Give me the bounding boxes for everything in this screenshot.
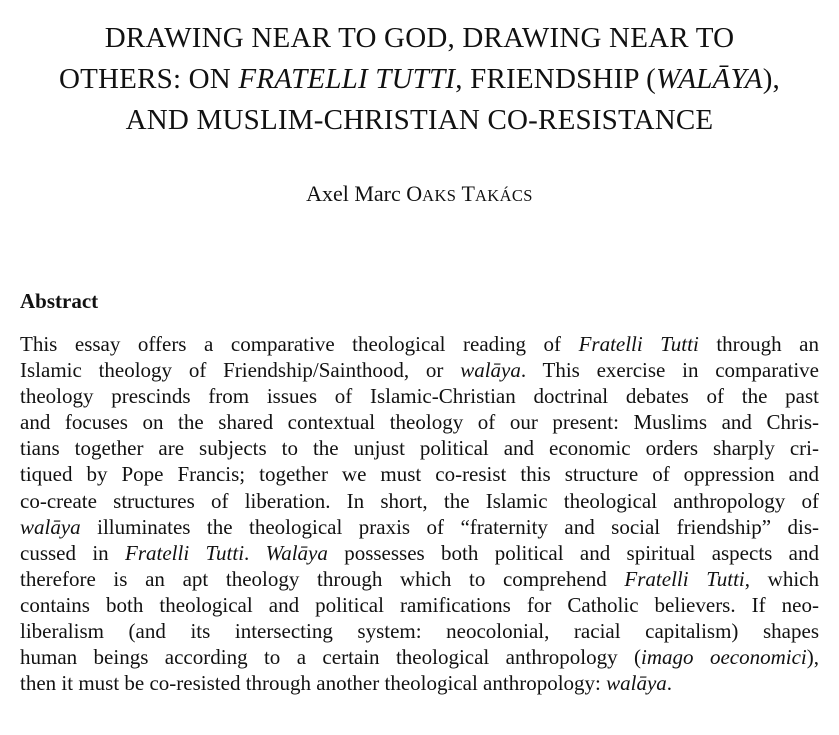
title-line-2: [0, 59, 839, 100]
abstract-line: [20, 383, 819, 409]
small-cap-rest: AKÁCS: [474, 186, 533, 205]
author-given-name: Axel Marc: [306, 181, 407, 206]
paper-title: [0, 18, 839, 141]
abstract-text: . This exercise in comparative: [520, 358, 820, 383]
abstract-line: [20, 540, 819, 566]
abstract-text: theology prescinds from issues of Islamic-Christian doctrinal debates of the past: [20, 384, 819, 409]
title-line-3: AND MUSLIM-CHRISTIAN CO-RESISTANCE: [125, 104, 714, 136]
title-italic-text: WALĀYA: [655, 63, 763, 95]
abstract-text: illuminates the theological praxis of “fraternity and social friendship” dis-: [80, 514, 819, 539]
abstract-text: .: [666, 671, 673, 696]
abstract-text: ),: [806, 645, 819, 670]
abstract-line: [20, 592, 819, 618]
title-text: OTHERS: ON: [58, 63, 239, 95]
abstract-italic-text: imago oeconomici: [641, 645, 807, 670]
abstract-line: [20, 409, 819, 435]
abstract-text: human beings according to a certain theological anthropology (: [20, 645, 642, 670]
abstract-text: then it must be co-resisted through another theological anthropology:: [20, 671, 607, 696]
abstract-text: Islamic theology of Friendship/Sainthood, or: [20, 358, 461, 383]
abstract-text: therefore is an apt theology through which to comprehend: [20, 566, 625, 591]
abstract-text: , which: [744, 566, 819, 591]
abstract-italic-text: Fratelli Tutti: [624, 566, 745, 591]
abstract-text: possesses both political and spiritual aspects and: [327, 540, 819, 565]
abstract-text: This essay offers a comparative theological reading of: [20, 332, 579, 356]
abstract-text: liberalism (and its intersecting system: neocolonial, racial capitalism) shapes: [20, 619, 819, 644]
abstract-italic-text: walāya: [460, 358, 521, 383]
abstract-line: [20, 670, 819, 696]
author-name: [0, 180, 839, 210]
abstract-line: [20, 357, 819, 383]
small-cap-initial: T: [461, 181, 475, 206]
title-text: ),: [762, 63, 781, 95]
abstract-line: [20, 331, 819, 357]
abstract-text: co-create structures of liberation. In short, the Islamic theological anthropology of: [20, 488, 819, 513]
abstract-italic-text: Fratelli Tutti: [578, 332, 699, 356]
abstract-body: [20, 331, 819, 696]
author-surname-1: [406, 181, 456, 206]
abstract-text: tians together are subjects to the unjust political and economic orders sharply cri-: [20, 436, 819, 461]
abstract-line: [20, 644, 819, 670]
title-text: , FRIENDSHIP (: [455, 63, 656, 95]
small-cap-initial: O: [406, 181, 423, 206]
abstract-line: [20, 488, 819, 514]
abstract-italic-text: Fratelli Tutti: [125, 540, 245, 565]
abstract-line: [20, 618, 819, 644]
abstract-line: [20, 566, 819, 592]
abstract-text: through an: [698, 332, 819, 356]
title-italic-text: FRATELLI TUTTI: [238, 63, 456, 95]
abstract-line: [20, 435, 819, 461]
title-line-1: DRAWING NEAR TO GOD, DRAWING NEAR TO: [104, 22, 735, 54]
abstract-text: and focuses on the shared contextual theology of our present: Muslims and Chris-: [20, 410, 819, 435]
abstract-italic-text: walāya: [606, 671, 667, 696]
abstract-text: .: [244, 540, 266, 565]
abstract-text: tiqued by Pope Francis; together we must co-resist this structure of oppression and: [20, 462, 819, 487]
abstract-heading: Abstract: [20, 289, 99, 313]
small-cap-rest: AKS: [422, 186, 457, 205]
abstract-italic-text: Walāya: [265, 540, 328, 565]
abstract-text: contains both theological and political ramifications for Catholic believers. If neo-: [20, 592, 819, 617]
abstract-italic-text: walāya: [20, 514, 81, 539]
abstract-line: [20, 461, 819, 487]
abstract-line: [20, 514, 819, 540]
author-surname-2: [462, 181, 533, 206]
abstract-text: cussed in: [20, 540, 125, 565]
